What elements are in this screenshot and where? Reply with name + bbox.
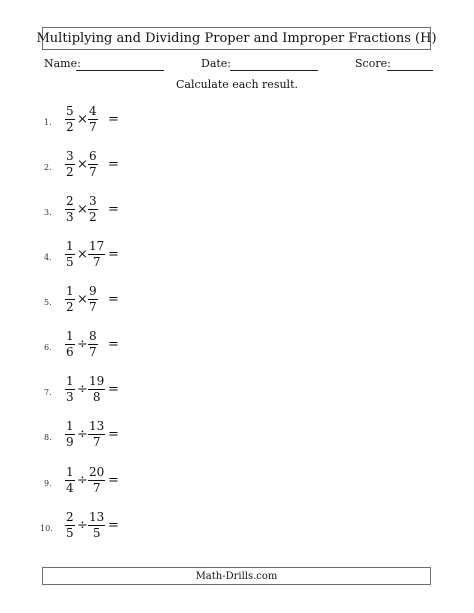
b-fraction bbox=[88, 105, 98, 134]
equals-sign: = bbox=[108, 292, 119, 307]
instructions: Calculate each result. bbox=[176, 78, 298, 91]
numerator: 13 bbox=[89, 419, 105, 433]
multiply-operator: × bbox=[77, 292, 88, 307]
multiply-operator: × bbox=[77, 202, 88, 217]
b-fraction bbox=[88, 375, 105, 404]
numerator: 1 bbox=[66, 419, 74, 433]
problem-5 bbox=[0, 285, 200, 313]
answer-area[interactable] bbox=[122, 332, 192, 356]
problem-number: 2. bbox=[44, 163, 52, 172]
b-fraction bbox=[88, 240, 105, 269]
a-fraction bbox=[65, 420, 75, 449]
problem-8 bbox=[0, 420, 200, 448]
denominator: 2 bbox=[66, 300, 74, 314]
denominator: 9 bbox=[66, 435, 74, 449]
score-blank[interactable] bbox=[387, 70, 433, 71]
equals-sign: = bbox=[108, 157, 119, 172]
footer-text: Math-Drills.com bbox=[195, 570, 278, 582]
b-fraction bbox=[88, 420, 105, 449]
numerator: 1 bbox=[66, 284, 74, 298]
problem-number: 4. bbox=[44, 253, 52, 262]
answer-area[interactable] bbox=[122, 152, 192, 176]
problem-number: 9. bbox=[44, 479, 52, 488]
a-fraction bbox=[65, 375, 75, 404]
problem-number: 6. bbox=[44, 343, 52, 352]
equals-sign: = bbox=[108, 202, 119, 217]
numerator: 8 bbox=[89, 329, 97, 343]
b-fraction bbox=[88, 150, 98, 179]
problem-6 bbox=[0, 330, 200, 358]
problem-number: 3. bbox=[44, 208, 52, 217]
b-fraction bbox=[88, 285, 98, 314]
answer-area[interactable] bbox=[122, 513, 192, 537]
denominator: 7 bbox=[92, 255, 101, 269]
denominator: 6 bbox=[66, 345, 74, 359]
equals-sign: = bbox=[108, 337, 119, 352]
b-fraction bbox=[88, 330, 98, 359]
numerator: 17 bbox=[89, 239, 105, 253]
numerator: 1 bbox=[66, 329, 74, 343]
equals-sign: = bbox=[108, 473, 119, 488]
numerator: 5 bbox=[66, 104, 74, 118]
divide-operator: ÷ bbox=[77, 337, 88, 352]
numerator: 2 bbox=[66, 510, 74, 524]
problem-2 bbox=[0, 150, 200, 178]
b-fraction bbox=[88, 511, 105, 540]
date-label: Date: bbox=[201, 57, 232, 70]
a-fraction bbox=[65, 240, 75, 269]
b-fraction bbox=[88, 466, 105, 495]
denominator: 2 bbox=[66, 120, 74, 134]
problem-7 bbox=[0, 375, 200, 403]
numerator: 9 bbox=[89, 284, 97, 298]
a-fraction bbox=[65, 511, 75, 540]
multiply-operator: × bbox=[77, 247, 88, 262]
answer-area[interactable] bbox=[122, 197, 192, 221]
equals-sign: = bbox=[108, 518, 119, 533]
name-label: Name: bbox=[44, 57, 81, 70]
problem-number: 1. bbox=[44, 118, 52, 127]
denominator: 7 bbox=[92, 435, 101, 449]
denominator: 5 bbox=[66, 255, 74, 269]
worksheet-title bbox=[36, 27, 437, 50]
score-label: Score: bbox=[355, 57, 391, 70]
footer bbox=[42, 567, 431, 585]
divide-operator: ÷ bbox=[77, 382, 88, 397]
answer-area[interactable] bbox=[122, 468, 192, 492]
problem-number: 10. bbox=[40, 524, 53, 533]
problem-3 bbox=[0, 195, 200, 223]
denominator: 4 bbox=[66, 481, 74, 495]
denominator: 7 bbox=[89, 300, 97, 314]
problem-number: 7. bbox=[44, 388, 52, 397]
denominator: 7 bbox=[89, 120, 97, 134]
equals-sign: = bbox=[108, 247, 119, 262]
denominator: 7 bbox=[89, 165, 97, 179]
problem-4 bbox=[0, 240, 200, 268]
equals-sign: = bbox=[108, 382, 119, 397]
multiply-operator: × bbox=[77, 157, 88, 172]
denominator: 8 bbox=[92, 390, 101, 404]
denominator: 2 bbox=[89, 210, 97, 224]
a-fraction bbox=[65, 150, 75, 179]
a-fraction bbox=[65, 330, 75, 359]
answer-area[interactable] bbox=[122, 242, 192, 266]
date-blank[interactable] bbox=[230, 70, 318, 71]
numerator: 6 bbox=[89, 149, 97, 163]
denominator: 2 bbox=[66, 165, 74, 179]
equals-sign: = bbox=[108, 112, 119, 127]
multiply-operator: × bbox=[77, 112, 88, 127]
a-fraction bbox=[65, 105, 75, 134]
answer-area[interactable] bbox=[122, 287, 192, 311]
a-fraction bbox=[65, 466, 75, 495]
problem-9 bbox=[0, 466, 200, 494]
answer-area[interactable] bbox=[122, 422, 192, 446]
numerator: 4 bbox=[89, 104, 97, 118]
numerator: 13 bbox=[89, 510, 105, 524]
problem-number: 5. bbox=[44, 298, 52, 307]
denominator: 5 bbox=[66, 526, 74, 540]
numerator: 3 bbox=[89, 194, 97, 208]
denominator: 5 bbox=[92, 526, 101, 540]
denominator: 3 bbox=[66, 210, 74, 224]
a-fraction bbox=[65, 195, 75, 224]
answer-area[interactable] bbox=[122, 377, 192, 401]
denominator: 7 bbox=[92, 481, 101, 495]
numerator: 3 bbox=[66, 149, 74, 163]
problem-10 bbox=[0, 511, 200, 539]
divide-operator: ÷ bbox=[77, 473, 88, 488]
numerator: 19 bbox=[89, 374, 105, 388]
divide-operator: ÷ bbox=[77, 427, 88, 442]
worksheet-title-text: Multiplying and Dividing Proper and Improper Fractions (H) bbox=[36, 31, 437, 46]
problem-1 bbox=[0, 105, 200, 133]
problem-number: 8. bbox=[44, 433, 52, 442]
denominator: 7 bbox=[89, 345, 97, 359]
b-fraction bbox=[88, 195, 98, 224]
a-fraction bbox=[65, 285, 75, 314]
answer-area[interactable] bbox=[122, 107, 192, 131]
numerator: 1 bbox=[66, 374, 74, 388]
numerator: 2 bbox=[66, 194, 74, 208]
equals-sign: = bbox=[108, 427, 119, 442]
name-blank[interactable] bbox=[76, 70, 164, 71]
numerator: 20 bbox=[89, 465, 105, 479]
denominator: 3 bbox=[66, 390, 74, 404]
numerator: 1 bbox=[66, 239, 74, 253]
numerator: 1 bbox=[66, 465, 74, 479]
divide-operator: ÷ bbox=[77, 518, 88, 533]
